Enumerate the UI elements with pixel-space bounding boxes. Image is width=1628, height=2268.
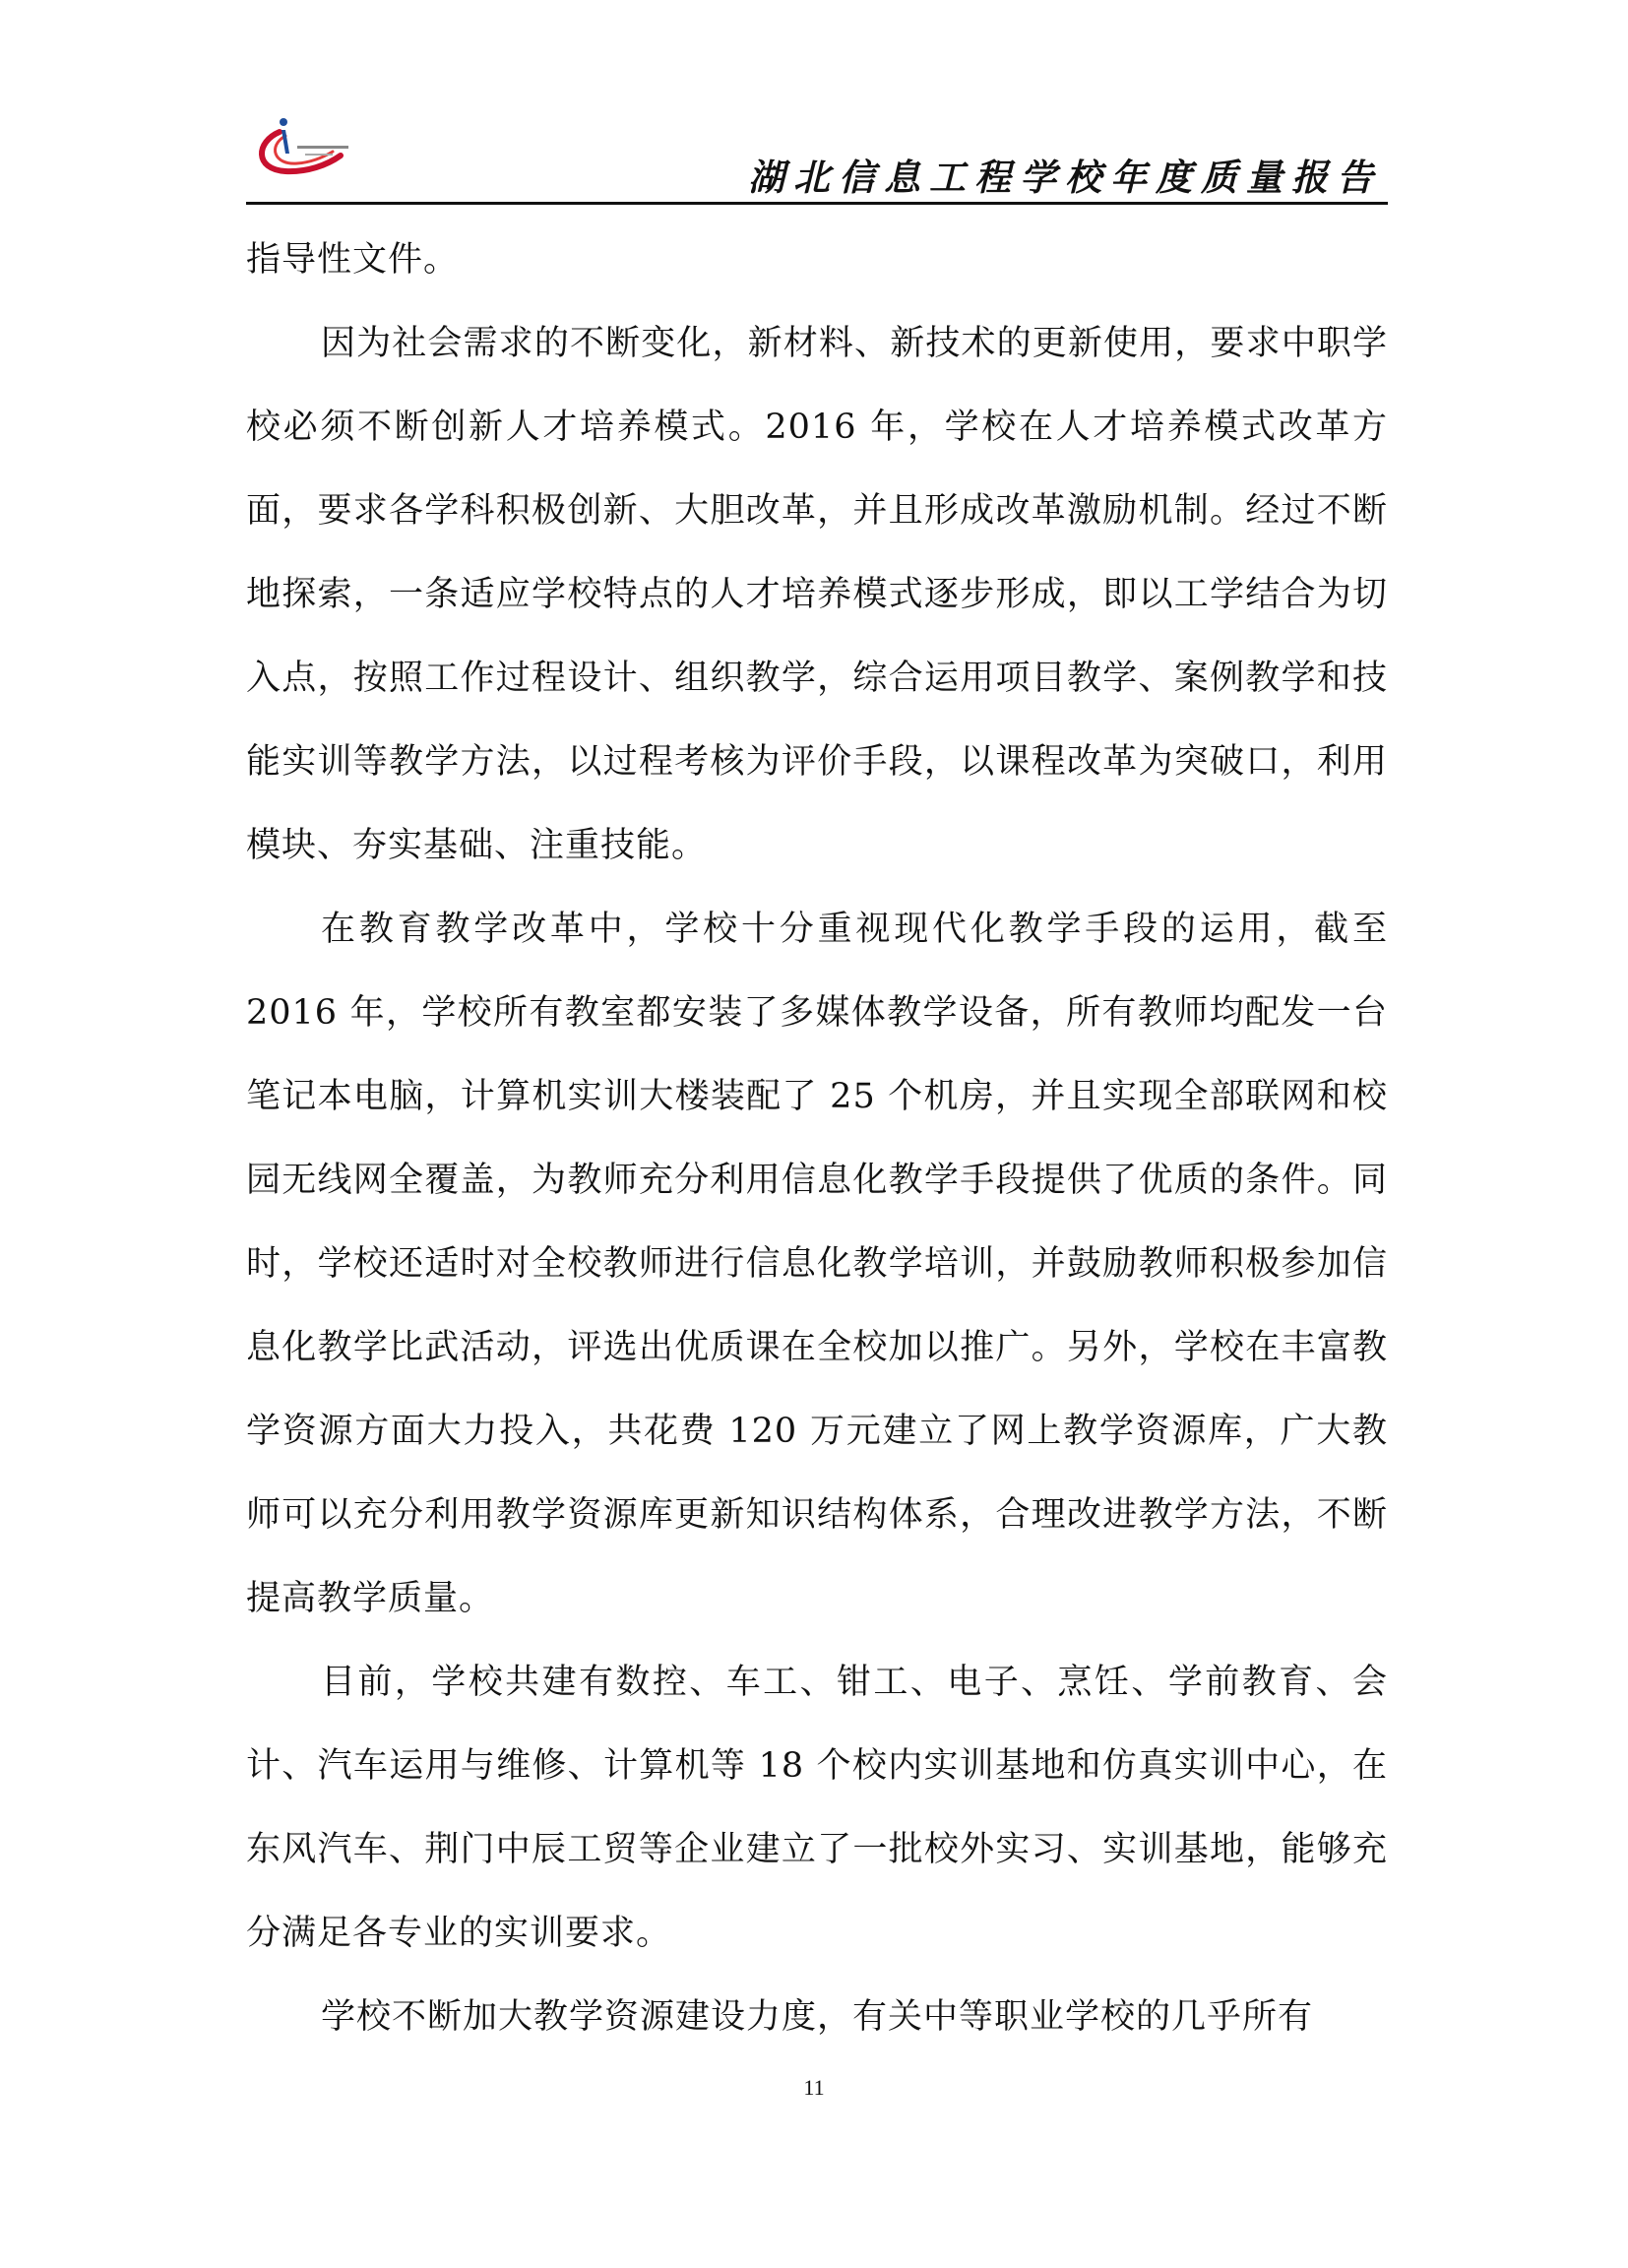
page-number: 11	[803, 2075, 825, 2100]
header-divider	[246, 202, 1388, 205]
document-body	[246, 219, 1388, 2059]
paragraph: 目前，学校共建有数控、车工、钳工、电子、烹饪、学前教育、会计、汽车运用与维修、计算机等 18 个校内实训基地和仿真实训中心，在东风汽车、荆门中辰工贸等企业建立了一批校外实习、实训基地，能够充分满足各专业的实训要求。	[246, 1663, 1388, 1953]
school-logo-icon	[246, 108, 364, 187]
paragraph: 在教育教学改革中，学校十分重视现代化教学手段的运用，截至 2016 年，学校所有教室都安装了多媒体教学设备，所有教师均配发一台笔记本电脑，计算机实训大楼装配了 25 个机房，并且实现全部联网和校园无线网全覆盖，为教师充分利用信息化教学手段提供了优质的条件。同时，学校还适时对全校教师进行信息化教学培训，并鼓励教师积极参加信息化教学比武活动，评选出优质课在全校加以推广。另外，学校在丰富教学资源方面大力投入，共花费 120 万元建立了网上教学资源库，广大教师可以充分利用教学资源库更新知识结构体系，合理改进教学方法，不断提高教学质量。	[246, 910, 1388, 1618]
page-header	[246, 108, 1388, 207]
header-title: 湖北信息工程学校年度质量报告	[748, 157, 1382, 199]
paragraph: 学校不断加大教学资源建设力度，有关中等职业学校的几乎所有	[321, 1997, 1314, 2037]
paragraph: 指导性文件。	[246, 240, 460, 280]
logo-graphic	[246, 108, 364, 187]
paragraph: 因为社会需求的不断变化，新材料、新技术的更新使用，要求中职学校必须不断创新人才培养模式。2016 年，学校在人才培养模式改革方面，要求各学科积极创新、大胆改革，并且形成改革激励机制。经过不断地探索，一条适应学校特点的人才培养模式逐步形成，即以工学结合为切入点，按照工作过程设计、组织教学，综合运用项目教学、案例教学和技能实训等教学方法，以过程考核为评价手段，以课程改革为突破口，利用模块、夯实基础、注重技能。	[246, 324, 1388, 865]
